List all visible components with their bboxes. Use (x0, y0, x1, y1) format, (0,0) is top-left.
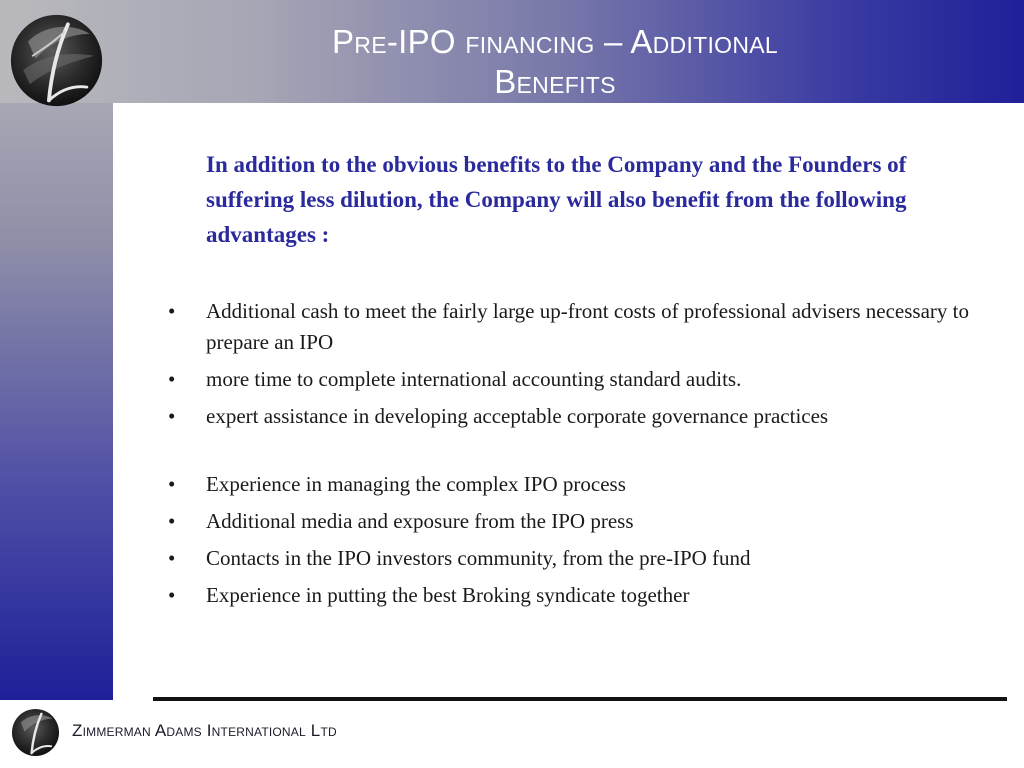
list-item (160, 401, 970, 432)
list-item (160, 543, 970, 574)
quill-logo-icon (9, 13, 104, 108)
title-line-2: Benefits (494, 63, 616, 100)
list-item-text: Additional media and exposure from the IPO press (206, 509, 634, 533)
page-title (240, 22, 870, 102)
list-item-text: Additional cash to meet the fairly large up-front costs of professional advisers necessary to prepare an IPO (206, 299, 969, 354)
list-item (160, 580, 970, 611)
quill-logo-small-icon (11, 708, 60, 757)
list-item-text: Experience in managing the complex IPO process (206, 472, 626, 496)
bullet-icon: • (168, 546, 176, 570)
bullet-icon: • (168, 472, 176, 496)
list-item (160, 296, 970, 358)
list-item-text: expert assistance in developing acceptable corporate governance practices (206, 404, 829, 428)
list-item-text: more time to complete international accounting standard audits. (206, 367, 742, 391)
bullet-icon: • (168, 509, 176, 533)
benefits-list (160, 296, 970, 617)
list-item-text: Experience in putting the best Broking syndicate together (206, 583, 690, 607)
bullet-icon: • (168, 404, 176, 428)
list-item (160, 364, 970, 395)
bullet-icon: • (168, 367, 176, 391)
list-item (160, 506, 970, 537)
footer-divider (153, 697, 1007, 701)
intro-paragraph: In addition to the obvious benefits to the Company and the Founders of suffering less dilution, the Company will also benefit from the following advantages : (206, 152, 907, 247)
title-line-1: Pre-IPO financing – Additional (331, 23, 779, 60)
list-item-text: Contacts in the IPO investors community, from the pre-IPO fund (206, 546, 751, 570)
list-item (160, 469, 970, 500)
footer-company-name: Zimmerman Adams International Ltd (72, 721, 337, 740)
bullet-icon: • (168, 299, 176, 323)
bullet-icon: • (168, 583, 176, 607)
